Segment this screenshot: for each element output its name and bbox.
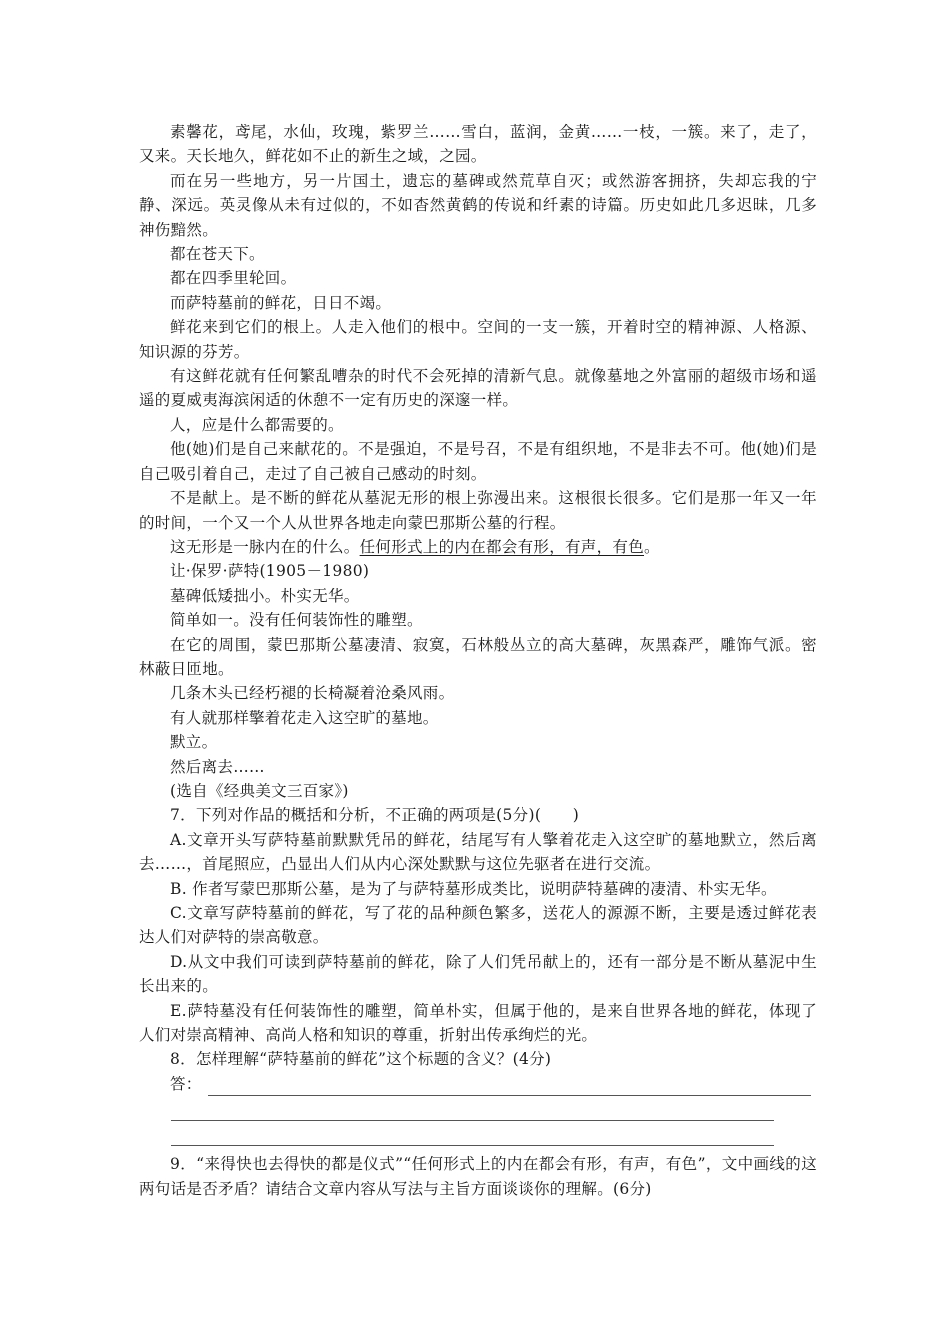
question-7-option-b: B. 作者写蒙巴那斯公墓，是为了与萨特墓形成类比，说明萨特墓碑的凄清、朴实无华。	[170, 879, 777, 898]
passage-paragraph: 有人就那样擎着花走入这空旷的墓地。	[170, 708, 439, 727]
answer-blank[interactable]	[171, 1121, 774, 1146]
question-8-stem: 8．怎样理解“萨特墓前的鲜花”这个标题的含义？(4分)	[170, 1050, 552, 1069]
question-7-option-a: A.文章开头写萨特墓前默默凭吊的鲜花，结尾写有人擎着花走入这空旷的墓地默立，然后离去……，首尾照应，凸显出人们从内心深处默默与这位先驱者在进行交流。	[139, 830, 817, 874]
passage-paragraph: 有这鲜花就有任何繁乱嘈杂的时代不会死掉的清新气息。就像墓地之外富丽的超级市场和遥遥的夏威夷海滨闲适的休憩不一定有历史的深邃一样。	[139, 367, 817, 410]
passage-paragraph: 他(她)们是自己来献花的。不是强迫，不是号召，不是有组织地，不是非去不可。他(她)们是自己吸引着自己，走过了自己被自己感动的时刻。	[139, 440, 817, 483]
question-7-option-d: D.从文中我们可读到萨特墓前的鲜花，除了人们凭吊献上的，还有一部分是不断从墓泥中生长出来的。	[139, 952, 817, 996]
passage-paragraph: 人，应是什么都需要的。	[170, 415, 344, 434]
question-9-stem: 9．“来得快也去得快的都是仪式”“任何形式上的内在都会有形，有声，有色”，文中画线的这两句话是否矛盾？请结合文章内容从写法与主旨方面谈谈你的理解。(6分)	[139, 1155, 817, 1198]
answer-label: 答：	[170, 1074, 202, 1093]
question-7-option-e: E.萨特墓没有任何装饰性的雕塑，简单朴实，但属于他的，是来自世界各地的鲜花，体现了人们对崇高精神、高尚人格和知识的尊重，折射出传承绚烂的光。	[139, 1001, 817, 1045]
passage-paragraph: 默立。	[170, 733, 218, 752]
passage-paragraph: 素馨花，鸢尾，水仙，玫瑰，紫罗兰……雪白，蓝润，金黄……一枝，一簇。来了，走了，又来。天长地久，鲜花如不止的新生之域，之园。	[139, 123, 817, 166]
passage-source: (选自《经典美文三百家》)	[170, 781, 349, 800]
passage-paragraph: 鲜花来到它们的根上。人走入他们的根中。空间的一支一簇，开着时空的精神源、人格源、知识源的芬芳。	[139, 318, 817, 361]
passage-paragraph: 几条木头已经朽褪的长椅凝着沧桑风雨。	[170, 684, 455, 703]
question-7-option-c: C.文章写萨特墓前的鲜花，写了花的品种颜色繁多，送花人的源源不断，主要是透过鲜花表达人们对萨特的崇高敬意。	[139, 904, 817, 947]
underlined-sentence: 任何形式上的内在都会有形，有声，有色	[359, 537, 645, 556]
question-7-stem: 7．下列对作品的概括和分析，不正确的两项是(5分)( )	[170, 806, 580, 825]
answer-line	[139, 1072, 817, 1096]
passage-paragraph: 墓碑低矮拙小。朴实无华。	[170, 586, 360, 605]
text-segment: 这无形是一脉内在的什么。	[170, 537, 360, 556]
text-segment: 。	[644, 537, 660, 556]
passage-paragraph: 都在四季里轮回。	[170, 269, 297, 288]
passage-paragraph: 在它的周围，蒙巴那斯公墓凄清、寂寞，石林般丛立的高大墓碑，灰黑森严，雕饰气派。密林蔽日匝地。	[139, 635, 817, 678]
passage-paragraph: 都在苍天下。	[170, 245, 265, 264]
passage-paragraph: 而萨特墓前的鲜花，日日不竭。	[170, 293, 392, 312]
passage-paragraph: 简单如一。没有任何装饰性的雕塑。	[170, 611, 423, 630]
passage-paragraph: 而在另一些地方，另一片国土，遗忘的墓碑或然荒草自灭；或然游客拥挤，失却忘我的宁静、深远。英灵像从未有过似的，不如杳然黄鹤的传说和纤素的诗篇。历史如此几多迟昧，几多神伤黯然。	[139, 171, 817, 239]
passage-paragraph: 然后离去……	[170, 757, 265, 776]
document-page	[139, 120, 817, 1201]
passage-paragraph: 不是献上。是不断的鲜花从墓泥无形的根上弥漫出来。这根很长很多。它们是那一年又一年的时间，一个又一个人从世界各地走向蒙巴那斯公墓的行程。	[139, 489, 817, 532]
answer-blank[interactable]	[208, 1077, 811, 1096]
passage-paragraph: 让·保罗·萨特(1905－1980)	[170, 562, 370, 581]
passage-paragraph-underlined	[139, 535, 817, 559]
answer-blank[interactable]	[171, 1096, 774, 1121]
